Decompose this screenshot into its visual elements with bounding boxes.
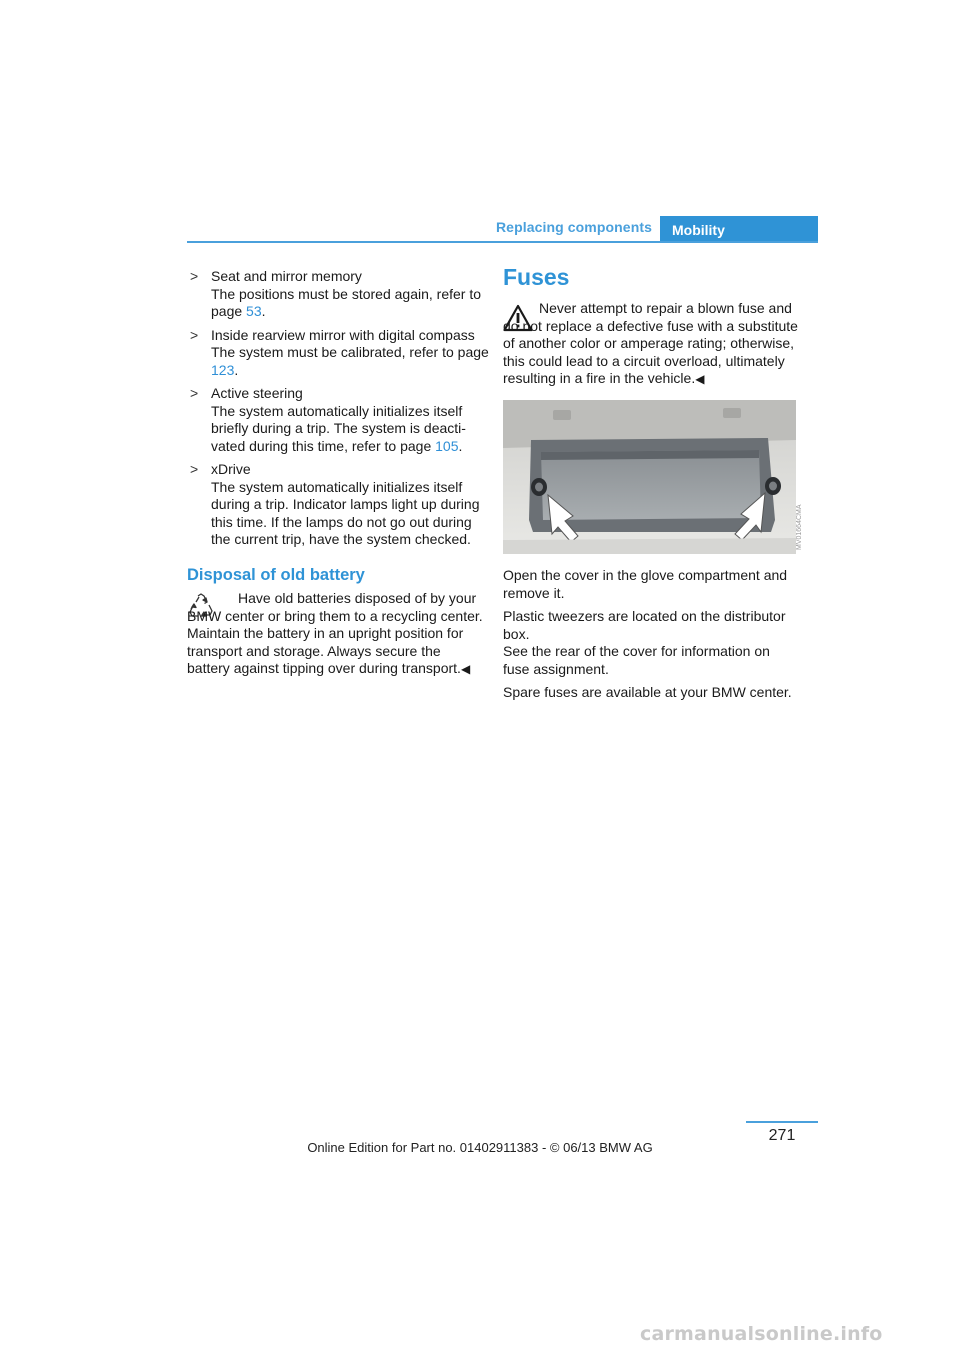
paragraph: Spare fuses are available at your BMW center. xyxy=(503,684,792,700)
list-item: > Active steering The system automatically initializes itself briefly during a trip. The system is deacti- vated during this time, refer to page 105. xyxy=(190,385,490,455)
paragraph: Plastic tweezers are located on the distributor box. xyxy=(503,608,786,642)
bullet-title: Seat and mirror memory xyxy=(211,268,362,284)
disposal-text: Have old batteries disposed of by your BMW center or bring them to a recycling center. Maintain the battery in an upright position for transport and storage. Always secure the battery against tipping over during transport.◀ xyxy=(187,590,483,676)
page-link[interactable]: 53 xyxy=(246,303,262,319)
watermark: carmanualsonline.info xyxy=(640,1323,883,1345)
disposal-heading: Disposal of old battery xyxy=(187,566,365,584)
image-code: MV01664CMA xyxy=(796,504,803,550)
bullet-marker: > xyxy=(190,268,199,284)
page-number: 271 xyxy=(768,1127,796,1144)
bullet-marker: > xyxy=(190,326,199,343)
end-mark: ◀ xyxy=(695,372,705,386)
page-link[interactable]: 123 xyxy=(211,361,235,378)
list-item: > Inside rearview mirror with digital compass The system must be calibrated, refer to page 123. xyxy=(190,326,489,378)
bullet-title: xDrive xyxy=(211,461,251,477)
paragraph: Open the cover in the glove compartment and remove it. xyxy=(503,567,788,601)
bullet-text: The system must be calibrated, refer to page xyxy=(211,344,489,360)
header-rule xyxy=(187,241,818,243)
bullet-title: Active steering xyxy=(211,385,303,401)
fuse-box-photo xyxy=(503,400,796,554)
bullet-marker: > xyxy=(190,385,199,401)
fuses-heading: Fuses xyxy=(503,264,570,290)
page-number-rule xyxy=(746,1121,818,1123)
end-mark: ◀ xyxy=(460,662,471,676)
bullet-text: The positions must be stored again, refer to page xyxy=(211,285,482,319)
list-item: > Seat and mirror memory The positions must be stored again, refer to page 53. xyxy=(190,268,490,321)
bullet-marker: > xyxy=(190,461,199,477)
list-item xyxy=(190,461,490,549)
bullet-title: Inside rearview mirror with digital compass xyxy=(211,326,475,343)
section-title: Replacing components xyxy=(495,219,652,235)
footer-edition: Online Edition for Part no. 01402911383 - © 06/13 BMW AG xyxy=(307,1140,653,1155)
fuses-instructions xyxy=(503,567,799,708)
bullet-text: The system automatically initializes itself during a trip. Indicator lamps light up during this time. If the lamps do not go out during the current trip, have the system checked. xyxy=(211,478,480,547)
bullet-list xyxy=(190,268,490,555)
bullet-text: The system automatically initializes itself briefly during a trip. The system is deacti- vated during this time, refer to page xyxy=(211,402,466,454)
fuses-warning: Never attempt to repair a blown fuse and do not replace a defective fuse with a substitute of another color or amperage rating; otherwise, this could lead to a circuit overload, ultimately resulting in a fire in the vehicle.◀ xyxy=(503,300,798,386)
paragraph: See the rear of the cover for information on fuse assignment. xyxy=(503,643,770,677)
chapter-tab: Mobility xyxy=(660,216,818,243)
page-link[interactable]: 105 xyxy=(435,437,459,454)
